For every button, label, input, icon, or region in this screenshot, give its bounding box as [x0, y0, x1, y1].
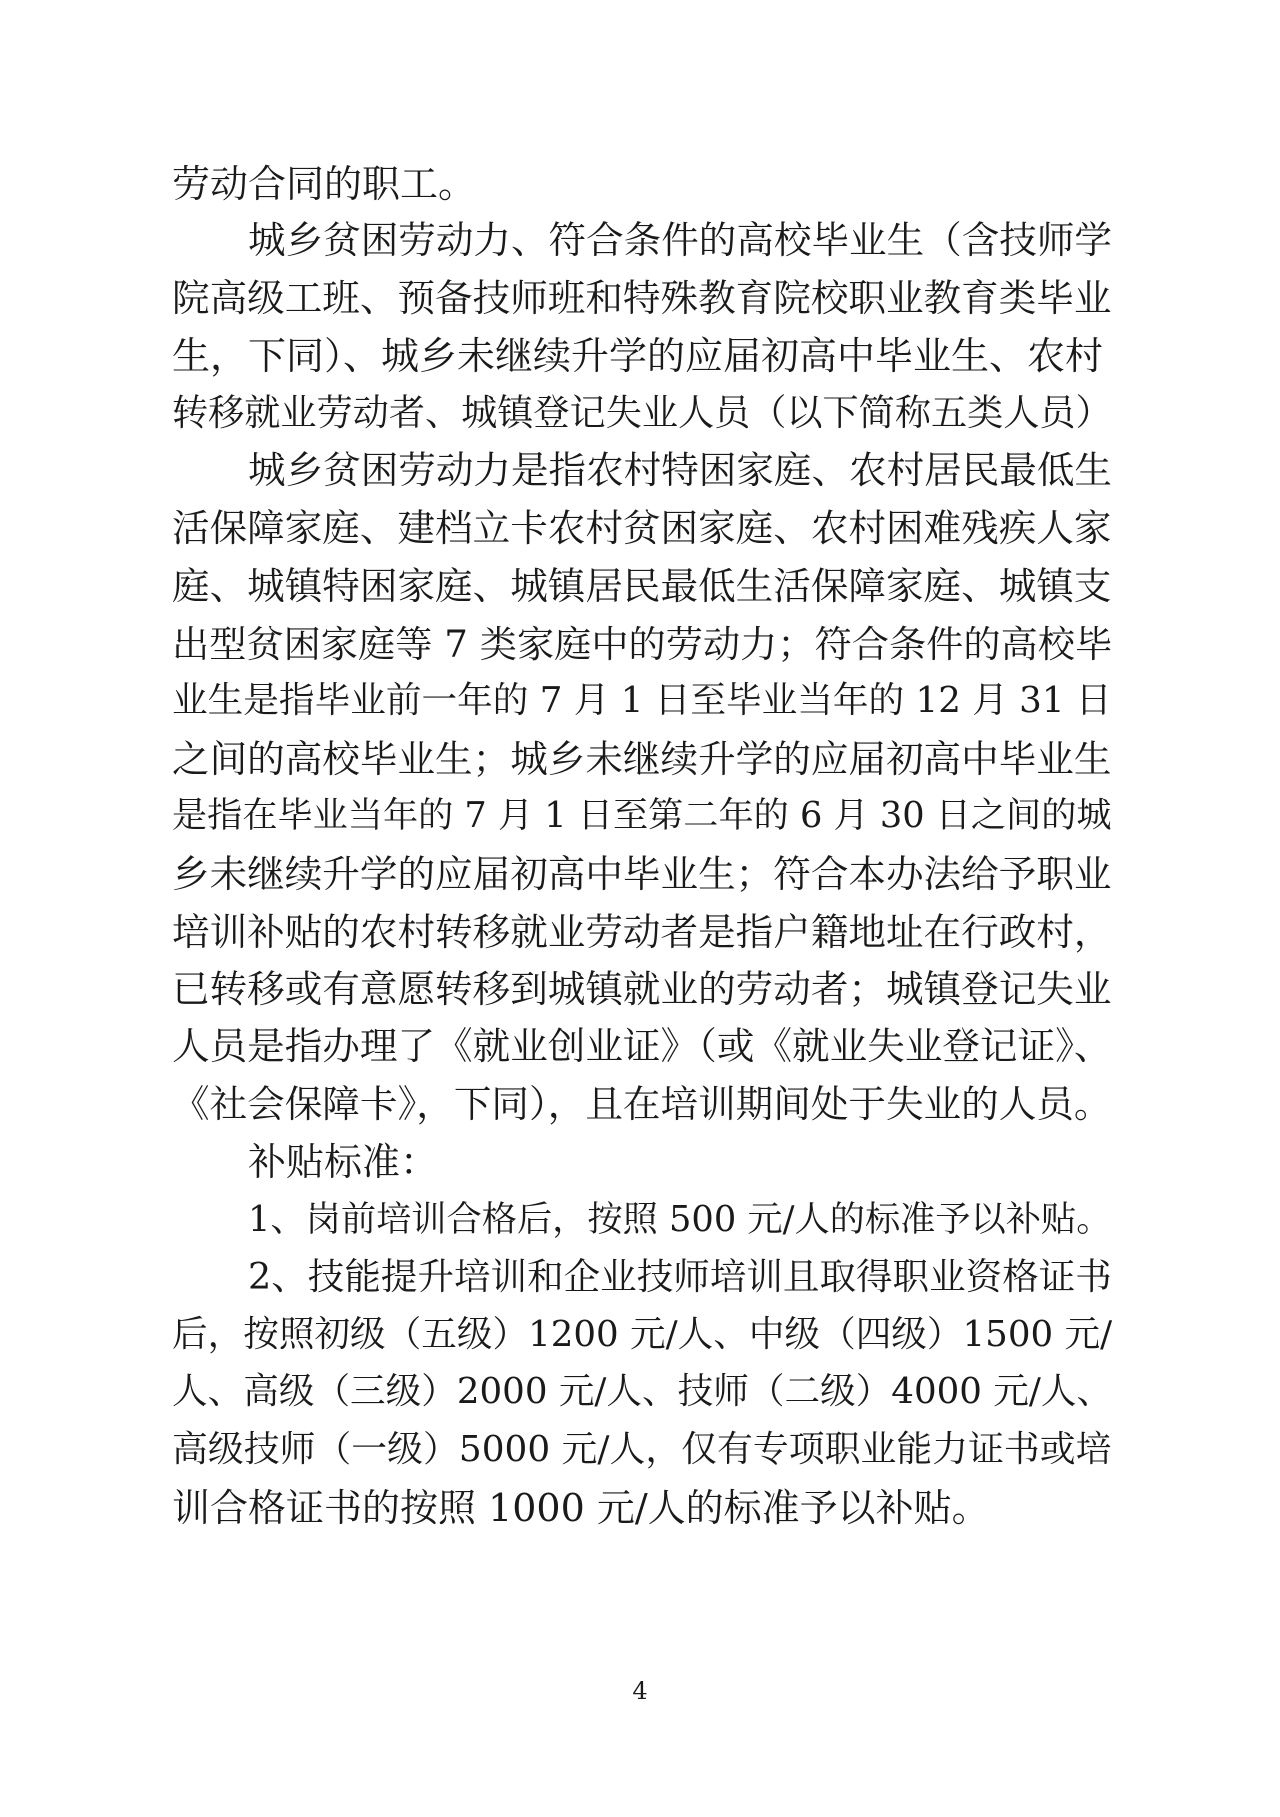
text-line-24: 训合格证书的按照 1000 元/人的标准予以补贴。: [172, 1486, 990, 1530]
page-number: 4: [632, 1677, 648, 1705]
text-line-14: 培训补贴的农村转移就业劳动者是指户籍地址在行政村，: [172, 910, 1112, 954]
text-line-1: 劳动合同的职工。: [172, 162, 477, 206]
text-line-13: 乡未继续升学的应届初高中毕业生；符合本办法给予职业: [172, 852, 1112, 896]
text-line-4: 生，下同）、城乡未继续升学的应届初高中毕业生、农村: [172, 334, 1104, 378]
text-line-20: 2、技能提升培训和企业技师培训且取得职业资格证书: [248, 1255, 1112, 1298]
text-line-6: 城乡贫困劳动力是指农村特困家庭、农村居民最低生: [248, 448, 1112, 492]
text-line-7: 活保障家庭、建档立卡农村贫困家庭、农村困难残疾人家: [172, 506, 1112, 550]
text-line-5: 转移就业劳动者、城镇登记失业人员（以下简称五类人员）: [172, 391, 1112, 434]
text-line-18: 补贴标准：: [248, 1140, 439, 1184]
text-line-9: 出型贫困家庭等 7 类家庭中的劳动力；符合条件的高校毕: [172, 622, 1113, 666]
text-line-16: 人员是指办理了《就业创业证》（或《就业失业登记证》、: [172, 1024, 1112, 1068]
text-line-22: 人、高级（三级）2000 元/人、技师（二级）4000 元/人、: [172, 1371, 1113, 1412]
text-line-3: 院高级工班、预备技师班和特殊教育院校职业教育类毕业: [172, 276, 1112, 320]
text-line-10: 业生是指毕业前一年的 7 月 1 日至毕业当年的 12 月 31 日: [172, 680, 1112, 721]
text-line-15: 已转移或有意愿转移到城镇就业的劳动者；城镇登记失业: [172, 967, 1112, 1011]
text-line-21: 后，按照初级（五级）1200 元/人、中级（四级）1500 元/: [172, 1314, 1113, 1355]
text-line-23: 高级技师（一级）5000 元/人，仅有专项职业能力证书或培: [172, 1429, 1112, 1470]
text-line-2: 城乡贫困劳动力、符合条件的高校毕业生（含技师学: [248, 218, 1112, 262]
text-line-19: 1、岗前培训合格后，按照 500 元/人的标准予以补贴。: [248, 1199, 1112, 1240]
text-line-8: 庭、城镇特困家庭、城镇居民最低生活保障家庭、城镇支: [172, 564, 1112, 608]
text-line-17: 《社会保障卡》，下同），且在培训期间处于失业的人员。: [172, 1082, 1112, 1126]
text-line-11: 之间的高校毕业生；城乡未继续升学的应届初高中毕业生: [172, 737, 1112, 781]
text-line-12: 是指在毕业当年的 7 月 1 日至第二年的 6 月 30 日之间的城: [172, 795, 1112, 836]
